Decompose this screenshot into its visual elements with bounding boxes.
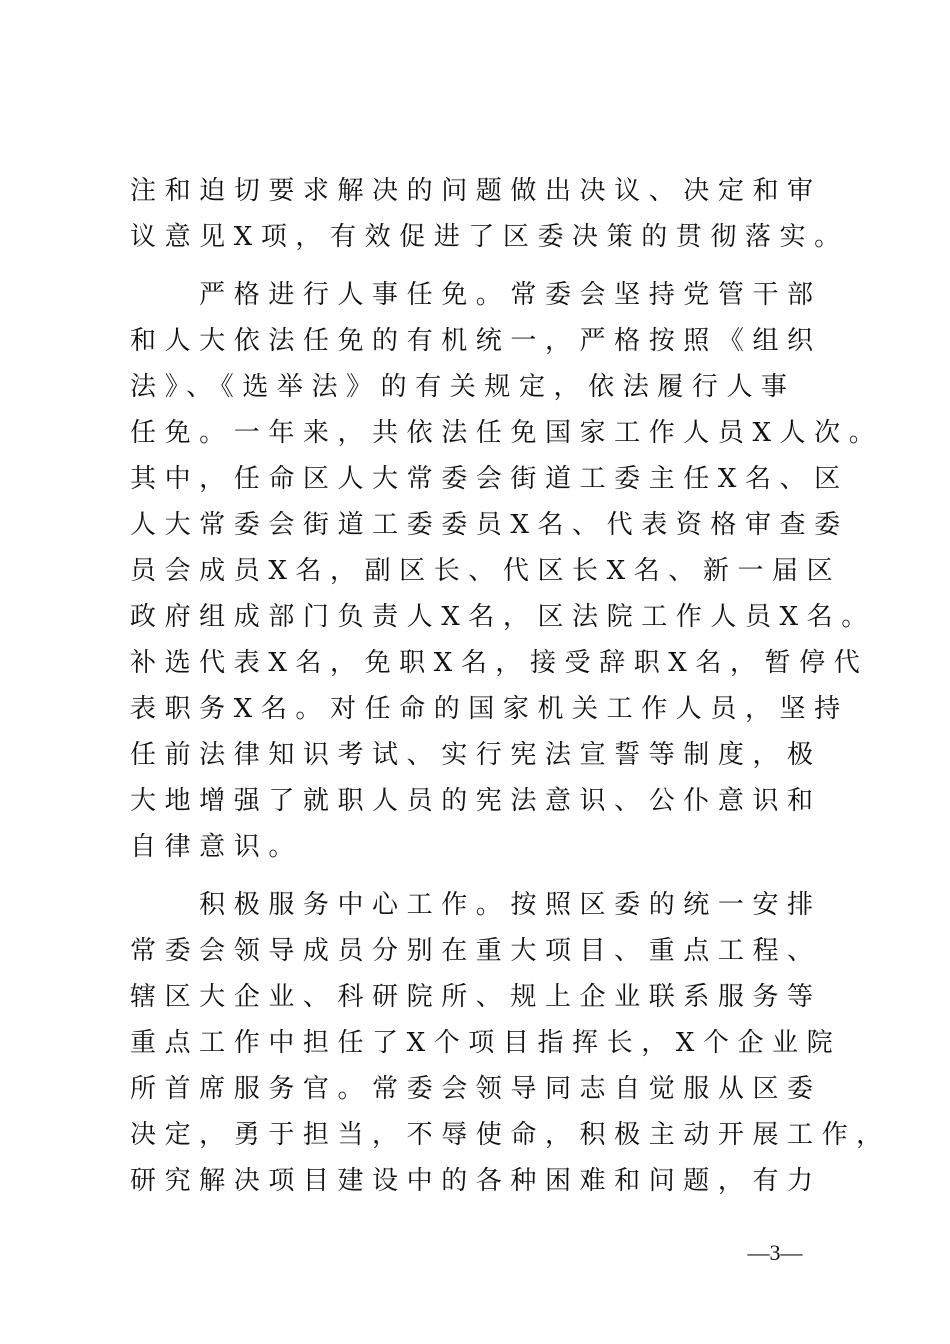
text-line: 辖区大企业、科研院所、规上企业联系服务等 xyxy=(130,982,822,1012)
text-line: 常委会领导成员分别在重大项目、重点工程、 xyxy=(130,936,822,966)
text-line: 自律意识。 xyxy=(130,832,303,862)
paragraph-heading-line: 严格进行人事任免。常委会坚持党管干部 xyxy=(130,280,822,310)
text-line: 政府组成部门负责人X名，区法院工作人员X名。 xyxy=(130,602,876,632)
paragraph-heading-line: 积极服务中心工作。按照区委的统一安排 xyxy=(130,890,822,920)
text-line: 和人大依法任免的有机统一，严格按照《组织 xyxy=(130,326,822,356)
text-line: 其中，任命区人大常委会街道工委主任X名、区 xyxy=(130,464,849,494)
text-line: 人大常委会街道工委委员X名、代表资格审查委 xyxy=(130,510,849,540)
text-line: 大地增强了就职人员的宪法意识、公仆意识和 xyxy=(130,786,822,816)
text-line: 任免。一年来，共依法任免国家工作人员X人次。 xyxy=(130,418,884,448)
text-line: 研究解决项目建设中的各种困难和问题，有力 xyxy=(130,1166,822,1196)
text-line: 补选代表X名，免职X名，接受辞职X名，暂停代 xyxy=(130,648,869,678)
page-number: —3— xyxy=(747,1240,803,1265)
text-line: 议意见X项，有效促进了区委决策的贯彻落实。 xyxy=(130,222,849,252)
text-line: 表职务X名。对任命的国家机关工作人员，坚持 xyxy=(130,694,849,724)
text-line: 决定，勇于担当，不辱使命，积极主动开展工作， xyxy=(130,1120,891,1150)
text-line: 注和迫切要求解决的问题做出决议、决定和审 xyxy=(130,176,822,206)
text-line: 所首席服务官。常委会领导同志自觉服从区委 xyxy=(130,1074,822,1104)
text-line: 员会成员X名，副区长、代区长X名、新一届区 xyxy=(130,556,842,586)
text-line: 任前法律知识考试、实行宪法宣誓等制度，极 xyxy=(130,740,822,770)
body-text xyxy=(130,168,891,1204)
text-line: 法》、《选举法》的有关规定，依法履行人事 xyxy=(130,372,796,402)
text-line: 重点工作中担任了X个项目指挥长，X个企业院 xyxy=(130,1028,842,1058)
